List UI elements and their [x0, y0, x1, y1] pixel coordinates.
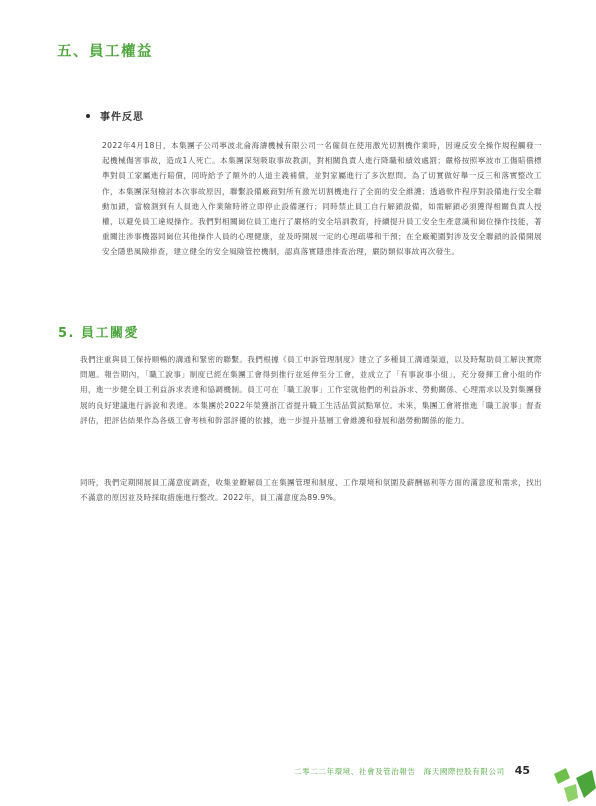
- bullet-icon: [86, 114, 90, 118]
- care-title: 5. 員工關愛: [58, 326, 140, 341]
- event-heading: 事件反思: [100, 112, 144, 123]
- page-number: 45: [514, 764, 530, 777]
- care-paragraph-2: 同時，我們定期開展員工滿意度調查，收集並瞭解員工在集團管理和制度、工作環境和氛圍及薪酬福利等方面的滿意度和需求，找出不滿意的原因並及時採取措施進行整改。2022年，員工滿意度為89.9%。: [80, 478, 542, 503]
- footer-report-name: 二零二二年環境、社會及管治報告 海天國際控股有限公司: [294, 767, 505, 776]
- page-footer: [294, 764, 530, 777]
- event-heading-row: [86, 108, 144, 123]
- decorative-leaf-icon: [540, 748, 596, 806]
- section-title: 五、員工權益: [57, 44, 153, 60]
- event-paragraph: 2022年4月18日，本集團子公司寧波北侖海濤機械有限公司一名僱員在使用激光切割機作業時，因違反安全操作規程觸發一起機械傷害事故，造成1人死亡。本集團深刻吸取事故教訓，對相關負責人進行降職和績效處罰；嚴格按照寧波市工傷賠償標準對員工家屬進行賠償，同時給予了額外的人道主義補償，並對家屬進行了多次慰問。為了切實做好舉一反三和落實整改工作，本集團深刻檢討本次事故原因，聯繫設備廠商對所有激光切割機進行了全面的安全維護；透過軟件程序對設備進行安全聯動加鎖，當檢測到有人員進入作業險時將立即停止設備運行；同時禁止員工自行解鎖設備，如需解鎖必須獲得相關負責人授權，以避免員工違規操作。我們對相關崗位員工進行了嚴格的安全培訓教育，持續提升員工安全生產意識和崗位操作技能，著重關注涉事機器同崗位其他操作人員的心理健康，並及時開展一定的心理疏導和干預；在全廠範圍對涉及安全聯鎖的設備開展安全隱患風險排查，建立健全的安全風險管控機制，認真落實隱患排查治理，嚴防類似事故再次發生。: [102, 141, 542, 257]
- care-paragraph-1: 我們注重與員工保持順暢的溝通和緊密的聯繫。我們根據《員工申訴管理制度》建立了多種員工溝通渠道，以及時幫助員工解決實際問題。報告期內，「職工說事」制度已經在集團工會得到推行並延伸至分工會，並成立了「有事說事小組」，充分發揮工會小組的作用，進一步健全員工利益訴求表達和協調機制。員工可在「職工說事」工作室就他們的利益訴求、勞動關係、心理需求以及對集團發展的良好建議進行訴說和表達。本集團於2022年榮獲浙江省提升職工生活品質試點單位。未來，集團工會將推進「職工說事」督查評估，把評估結果作為各級工會考核和幹部評優的依據，進一步提升基層工會維護和發展和諧勞動關係的能力。: [80, 355, 542, 425]
